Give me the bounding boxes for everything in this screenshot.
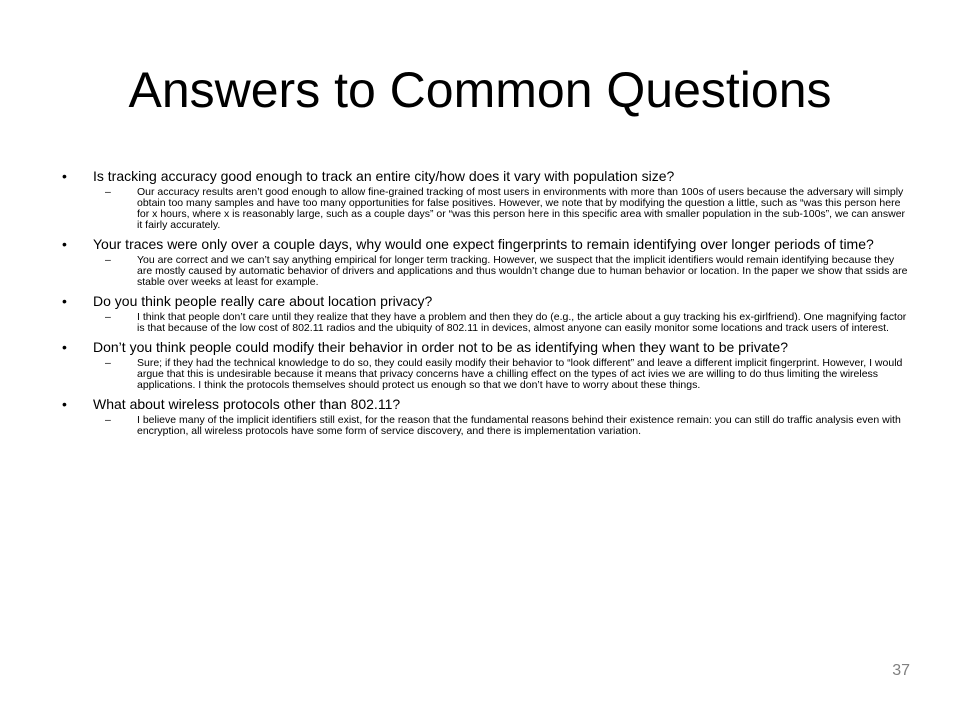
dash-icon: – bbox=[105, 186, 111, 198]
question-text: What about wireless protocols other than 802.11? bbox=[93, 396, 401, 412]
answer-text: Sure; if they had the technical knowledge to do so, they could easily modify their behavior to “look different” and leave a different implicit fingerprint. However, I would argue that this is undesirable because it means that privacy concerns have a chilling effect on the types of act ivies we are willing to do thus limiting the wireless applications. I think the protocols themselves should protect us enough so that we don’t have to worry about these things. bbox=[137, 357, 903, 391]
answer bbox=[60, 255, 910, 288]
bullet-icon: • bbox=[62, 396, 67, 412]
question-text: Do you think people really care about location privacy? bbox=[93, 293, 433, 309]
question-text: Don’t you think people could modify their behavior in order not to be as identifying when they want to be private? bbox=[93, 339, 788, 355]
bullet-icon: • bbox=[62, 168, 67, 184]
answer bbox=[60, 358, 910, 391]
bullet-icon: • bbox=[62, 339, 67, 355]
answer bbox=[60, 187, 910, 231]
qa-item bbox=[60, 339, 910, 391]
answer bbox=[60, 415, 910, 437]
question bbox=[60, 339, 910, 355]
question bbox=[60, 293, 910, 309]
qa-list bbox=[60, 168, 910, 442]
qa-item bbox=[60, 396, 910, 437]
page-number: 37 bbox=[892, 662, 910, 679]
answer-text: I think that people don’t care until they realize that they have a problem and then they do (e.g., the article about a guy tracking his ex-girlfriend). One magnifying factor is that because of the low cost of 802.11 radios and the ubiquity of 802.11 in devices, almost anyone can easily monitor some locations and track users of interest. bbox=[137, 311, 907, 334]
dash-icon: – bbox=[105, 414, 111, 426]
bullet-icon: • bbox=[62, 293, 67, 309]
answer bbox=[60, 312, 910, 334]
dash-icon: – bbox=[105, 311, 111, 323]
slide-title: Answers to Common Questions bbox=[128, 62, 832, 118]
question bbox=[60, 236, 910, 252]
answer-text: Our accuracy results aren’t good enough to allow fine-grained tracking of most users in environments with more than 100s of users because the adversary will simply obtain too many samples and have too many opportunities for false positives. However, we note that by modifying the question a little, such as “was this person here for x hours, where x is reasonably large, such as a couple days” or “was this person here in this specific area with smaller population in the sub-100s”, we can answer it fairly accurately. bbox=[137, 186, 906, 231]
question-text: Is tracking accuracy good enough to track an entire city/how does it vary with population size? bbox=[93, 168, 675, 184]
qa-item bbox=[60, 236, 910, 288]
qa-item bbox=[60, 293, 910, 334]
question bbox=[60, 168, 910, 184]
dash-icon: – bbox=[105, 357, 111, 369]
answer-text: You are correct and we can’t say anything empirical for longer term tracking. However, we suspect that the implicit identifiers would remain identifying because they are mostly caused by automatic behavior of drivers and applications and thus wouldn’t change due to human behavior or location. In the paper we show that ssids are stable over weeks at least for example. bbox=[137, 254, 908, 288]
answer-text: I believe many of the implicit identifiers still exist, for the reason that the fundamental reasons behind their existence remain: you can still do traffic analysis even with encryption, all wireless protocols have some form of service discovery, and there is implementation variation. bbox=[137, 414, 901, 437]
qa-item bbox=[60, 168, 910, 231]
dash-icon: – bbox=[105, 254, 111, 266]
bullet-icon: • bbox=[62, 236, 67, 252]
question bbox=[60, 396, 910, 412]
question-text: Your traces were only over a couple days, why would one expect fingerprints to remain identifying over longer periods of time? bbox=[93, 236, 874, 252]
